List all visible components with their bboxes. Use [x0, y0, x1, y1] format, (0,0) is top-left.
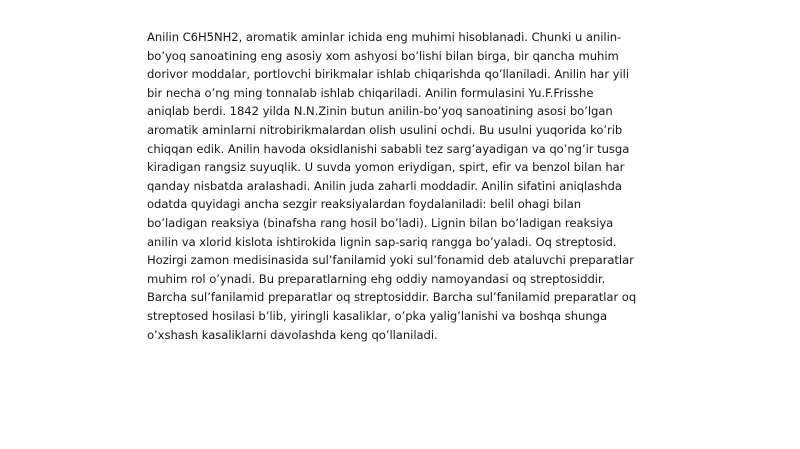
- text-line: bo’yoq sanoatining eng asosiy xom ashyosi bo’lishi bilan birga, bir qancha muhim: [147, 48, 619, 63]
- body-text: [147, 28, 663, 344]
- text-line: anilin va xlorid kislota ishtirokida lignin sap-sariq rangga bo’yaladi. Oq streptosid.: [147, 234, 617, 249]
- text-line: Hozirgi zamon medisinasida sul’fanilamid yoki sul’fonamid deb ataluvchi preparatlar: [147, 253, 634, 268]
- text-line: streptosed hosilasi b’lib, yiringli kasaliklar, o’pka yalig’lanishi va boshqa shunga: [147, 308, 607, 323]
- text-line: kiradigan rangsiz suyuqlik. U suvda yomon eriydigan, spirt, efir va benzol bilan har: [147, 160, 625, 175]
- text-line: bo’ladigan reaksiya (binafsha rang hosil bo’ladi). Lignin bilan bo’ladigan reaksiya: [147, 215, 614, 230]
- text-line: Anilin C6H5NH2, aromatik aminlar ichida eng muhimi hisoblanadi. Chunki u anilin-: [147, 30, 622, 44]
- text-line: aniqlab berdi. 1842 yilda N.N.Zinin butun anilin-bo’yoq sanoatining asosi bo’lgan: [147, 104, 613, 119]
- text-line: bir necha o’ng ming tonnalab ishlab chiqariladi. Anilin formulasini Yu.F.Frisshe: [147, 85, 594, 100]
- text-line: Barcha sul’fanilamid preparatlar oq streptosiddir. Barcha sul’fanilamid preparatlar oq: [147, 290, 637, 305]
- text-line: qanday nisbatda aralashadi. Anilin juda zaharli moddadir. Anilin sifatini aniqlashda: [147, 178, 622, 193]
- text-line: chiqqan edik. Anilin havoda oksidlanishi sababli tez sarg’ayadigan va qo’ng’ir tusga: [147, 141, 630, 156]
- text-line: muhim rol o’ynadi. Bu preparatlarning ehg oddiy namoyandasi oq streptosiddir.: [147, 271, 606, 286]
- text-line: odatda quyidagi ancha sezgir reaksiyalardan foydalaniladi: belil ohagi bilan: [147, 197, 582, 212]
- text-line: dorivor moddalar, portlovchi birikmalar ishlab chiqarishda qo’llaniladi. Anilin har yili: [147, 67, 629, 82]
- text-line: o’xshash kasaliklarni davolashda keng qo’llaniladi.: [147, 327, 438, 342]
- text-line: aromatik aminlarni nitrobirikmalardan olish usulini ochdi. Bu usulni yuqorida ko’rib: [147, 122, 623, 137]
